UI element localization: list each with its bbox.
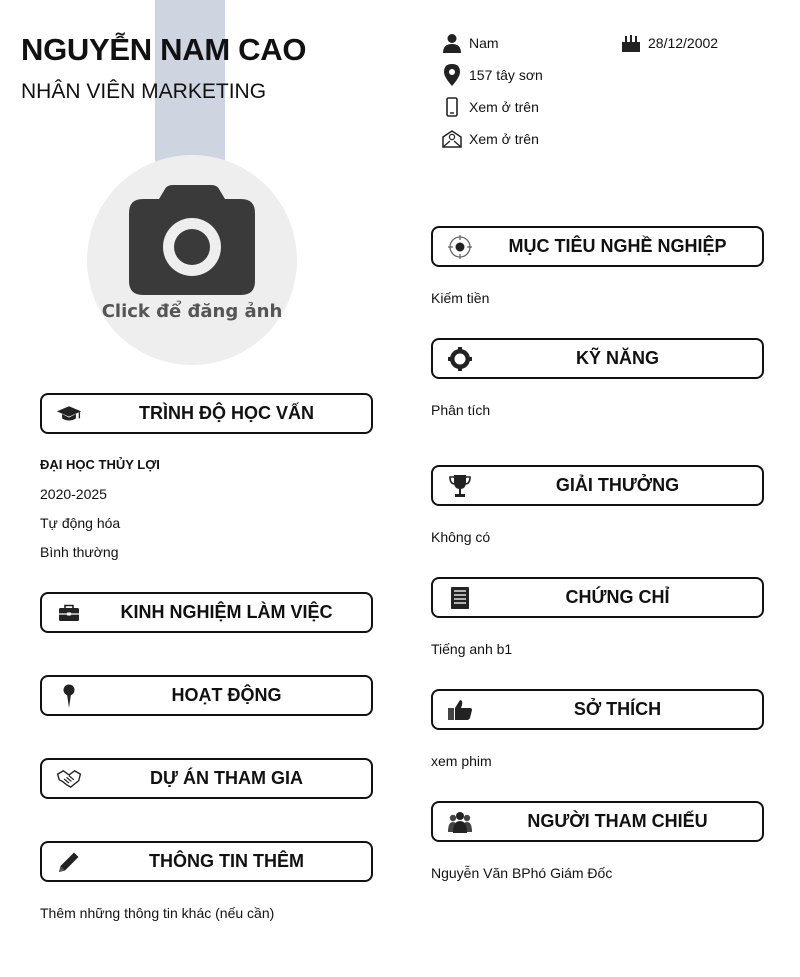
gear-icon [447,347,473,371]
pin-icon [56,684,82,708]
section-header-experience[interactable] [40,592,373,633]
phone-row [441,96,539,118]
briefcase-icon [56,601,82,625]
camera-icon [129,185,255,295]
section-header-certificates[interactable] [431,577,764,618]
email-value[interactable]: Xem ở trên [469,131,539,147]
address-row [441,64,543,86]
trophy-icon [447,474,473,498]
photo-upload[interactable] [87,155,297,365]
birthday-value[interactable]: 28/12/2002 [648,35,719,51]
section-header-activities[interactable] [40,675,373,716]
location-pin-icon [441,64,463,86]
section-title: GIẢI THƯỞNG [555,475,680,495]
birthday-cake-icon [620,32,642,54]
section-title: THÔNG TIN THÊM [149,851,304,871]
job-title[interactable]: NHÂN VIÊN MARKETING [21,80,267,103]
email-icon [441,128,463,150]
handshake-icon [56,767,82,791]
section-title: MỤC TIÊU NGHỀ NGHIỆP [508,236,727,256]
education-grade[interactable]: Bình thường [40,544,119,560]
certificates-content[interactable]: Tiếng anh b1 [431,641,513,657]
candidate-name[interactable]: NGUYỄN NAM CAO [21,32,307,67]
additional-content[interactable]: Thêm những thông tin khác (nếu cần) [40,905,275,921]
references-content[interactable]: Nguyễn Văn BPhó Giám Đốc [431,865,613,881]
section-header-objective[interactable] [431,226,764,267]
section-header-projects[interactable] [40,758,373,799]
education-years[interactable]: 2020-2025 [40,486,107,502]
graduation-cap-icon [56,402,82,426]
school-name[interactable]: ĐẠI HỌC THỦY LỢI [40,457,160,472]
skills-content[interactable]: Phân tích [431,402,491,418]
pencil-icon [56,850,82,874]
photo-caption: Click để đăng ảnh [101,301,283,322]
awards-content[interactable]: Không có [431,529,491,545]
gender-row [441,32,499,54]
section-header-additional[interactable] [40,841,373,882]
section-header-skills[interactable] [431,338,764,379]
section-header-education[interactable] [40,393,373,434]
phone-icon [441,96,463,118]
phone-value[interactable]: Xem ở trên [469,99,539,115]
section-title: SỞ THÍCH [573,699,662,719]
section-header-references[interactable] [431,801,764,842]
birthday-row [620,32,718,54]
section-title: CHỨNG CHỈ [565,587,670,607]
section-title: KINH NGHIỆM LÀM VIỆC [120,602,333,622]
address-value[interactable]: 157 tây sơn [469,67,543,83]
education-major[interactable]: Tự động hóa [40,515,121,531]
section-header-awards[interactable] [431,465,764,506]
user-icon [441,32,463,54]
certificate-document-icon [447,586,473,610]
hobbies-content[interactable]: xem phim [431,753,492,769]
section-title: NGƯỜI THAM CHIẾU [527,811,708,831]
thumbs-up-icon [447,698,473,722]
section-title: KỸ NĂNG [575,348,659,368]
target-icon [447,235,473,259]
people-group-icon [447,810,473,834]
section-header-hobbies[interactable] [431,689,764,730]
email-row [441,128,539,150]
section-title: DỰ ÁN THAM GIA [150,768,303,788]
gender-value[interactable]: Nam [469,35,499,51]
section-title: TRÌNH ĐỘ HỌC VẤN [139,403,314,423]
objective-content[interactable]: Kiếm tiền [431,290,490,306]
section-title: HOẠT ĐỘNG [171,685,282,705]
